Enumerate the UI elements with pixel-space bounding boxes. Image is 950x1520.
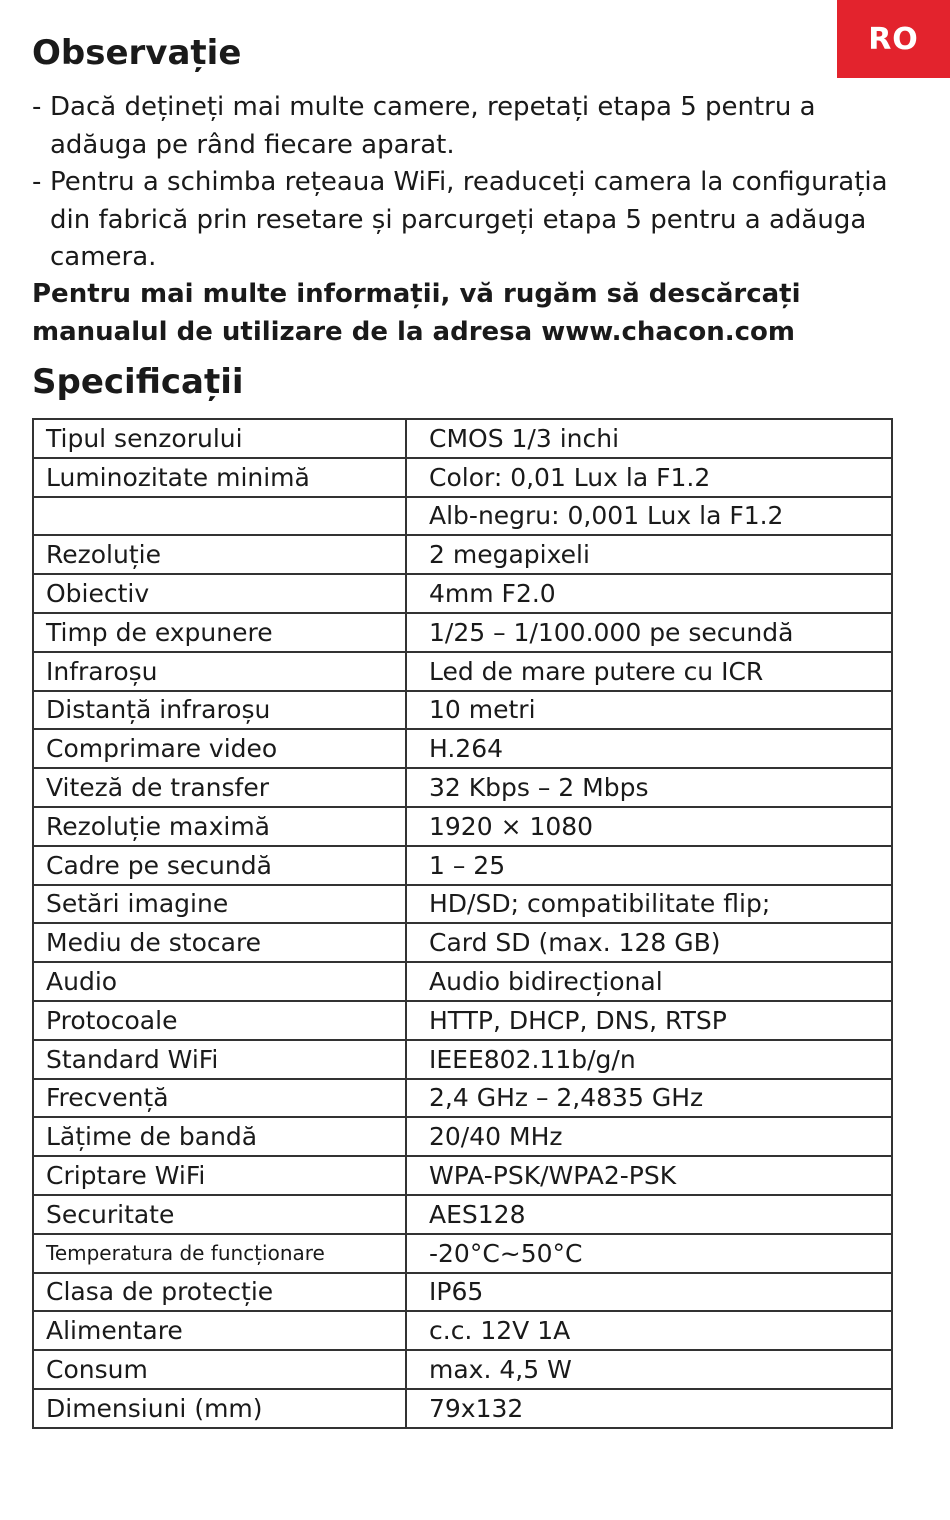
spec-parameter: Lățime de bandă — [33, 1117, 406, 1156]
table-row — [33, 846, 892, 885]
spec-value: 1 – 25 — [406, 846, 892, 885]
spec-parameter: Distanță infraroșu — [33, 691, 406, 730]
spec-value: 20/40 MHz — [406, 1117, 892, 1156]
spec-value: 10 metri — [406, 691, 892, 730]
table-row — [33, 1273, 892, 1312]
spec-value: 4mm F2.0 — [406, 574, 892, 613]
table-row — [33, 1234, 892, 1273]
spec-parameter: Comprimare video — [33, 729, 406, 768]
table-row — [33, 1117, 892, 1156]
spec-value: HTTP, DHCP, DNS, RTSP — [406, 1001, 892, 1040]
note-item — [32, 164, 892, 277]
spec-value: 32 Kbps – 2 Mbps — [406, 768, 892, 807]
spec-value: Audio bidirecțional — [406, 962, 892, 1001]
spec-parameter: Securitate — [33, 1195, 406, 1234]
table-row — [33, 962, 892, 1001]
list-dash: - — [32, 92, 42, 122]
table-row — [33, 652, 892, 691]
specifications-table-body — [33, 419, 892, 1428]
spec-value: Color: 0,01 Lux la F1.2 — [406, 458, 892, 497]
spec-parameter: Tipul senzorului — [33, 419, 406, 458]
spec-value: c.c. 12V 1A — [406, 1311, 892, 1350]
spec-parameter: Rezoluție — [33, 535, 406, 574]
spec-parameter: Protocoale — [33, 1001, 406, 1040]
spec-value: IEEE802.11b/g/n — [406, 1040, 892, 1079]
specifications-table — [32, 418, 893, 1429]
spec-value: 1920 × 1080 — [406, 807, 892, 846]
table-row — [33, 923, 892, 962]
spec-parameter: Obiectiv — [33, 574, 406, 613]
table-row — [33, 807, 892, 846]
table-row — [33, 1079, 892, 1118]
table-row — [33, 613, 892, 652]
observation-title: Observație — [32, 33, 242, 73]
language-badge: RO — [837, 0, 950, 78]
table-row — [33, 1311, 892, 1350]
spec-parameter: Temperatura de funcționare — [33, 1234, 406, 1273]
spec-parameter: Mediu de stocare — [33, 923, 406, 962]
spec-value: AES128 — [406, 1195, 892, 1234]
spec-parameter: Infraroșu — [33, 652, 406, 691]
table-row — [33, 458, 892, 497]
spec-parameter — [33, 497, 406, 536]
spec-parameter: Standard WiFi — [33, 1040, 406, 1079]
table-row — [33, 885, 892, 924]
more-info-text: Pentru mai multe informații, vă rugăm să descărcați manualul de utilizare de la adresa www.chacon.com — [32, 279, 801, 347]
spec-value: 2,4 GHz – 2,4835 GHz — [406, 1079, 892, 1118]
spec-value: Alb-negru: 0,001 Lux la F1.2 — [406, 497, 892, 536]
table-row — [33, 574, 892, 613]
observation-notes — [32, 89, 892, 277]
table-row — [33, 1350, 892, 1389]
spec-parameter: Alimentare — [33, 1311, 406, 1350]
spec-value: WPA-PSK/WPA2-PSK — [406, 1156, 892, 1195]
table-row — [33, 1195, 892, 1234]
spec-parameter: Setări imagine — [33, 885, 406, 924]
spec-value: 2 megapixeli — [406, 535, 892, 574]
note-text: Dacă dețineți mai multe camere, repetați etapa 5 pentru a adăuga pe rând fiecare aparat. — [50, 92, 816, 160]
table-row — [33, 419, 892, 458]
list-dash: - — [32, 167, 42, 197]
spec-value: Card SD (max. 128 GB) — [406, 923, 892, 962]
table-row — [33, 1389, 892, 1428]
spec-parameter: Viteză de transfer — [33, 768, 406, 807]
spec-value: 79x132 — [406, 1389, 892, 1428]
table-row — [33, 1156, 892, 1195]
spec-value: H.264 — [406, 729, 892, 768]
spec-value: 1/25 – 1/100.000 pe secundă — [406, 613, 892, 652]
spec-value: IP65 — [406, 1273, 892, 1312]
spec-parameter: Frecvență — [33, 1079, 406, 1118]
table-row — [33, 1001, 892, 1040]
spec-parameter: Luminozitate minimă — [33, 458, 406, 497]
table-row — [33, 691, 892, 730]
spec-parameter: Criptare WiFi — [33, 1156, 406, 1195]
table-row — [33, 1040, 892, 1079]
spec-value: HD/SD; compatibilitate flip; — [406, 885, 892, 924]
spec-value: Led de mare putere cu ICR — [406, 652, 892, 691]
spec-value: max. 4,5 W — [406, 1350, 892, 1389]
spec-parameter: Clasa de protecție — [33, 1273, 406, 1312]
spec-parameter: Consum — [33, 1350, 406, 1389]
note-text: Pentru a schimba rețeaua WiFi, readuceți camera la configurația din fabrică prin resetare și parcurgeți etapa 5 pentru a adăuga camera. — [50, 167, 888, 272]
spec-value: -20°C~50°C — [406, 1234, 892, 1273]
spec-value: CMOS 1/3 inchi — [406, 419, 892, 458]
spec-parameter: Dimensiuni (mm) — [33, 1389, 406, 1428]
table-row — [33, 535, 892, 574]
spec-parameter: Rezoluție maximă — [33, 807, 406, 846]
specifications-title: Specificații — [32, 362, 244, 402]
table-row — [33, 768, 892, 807]
table-row — [33, 729, 892, 768]
spec-parameter: Cadre pe secundă — [33, 846, 406, 885]
spec-parameter: Timp de expunere — [33, 613, 406, 652]
table-row — [33, 497, 892, 536]
note-item — [32, 89, 892, 164]
spec-parameter: Audio — [33, 962, 406, 1001]
